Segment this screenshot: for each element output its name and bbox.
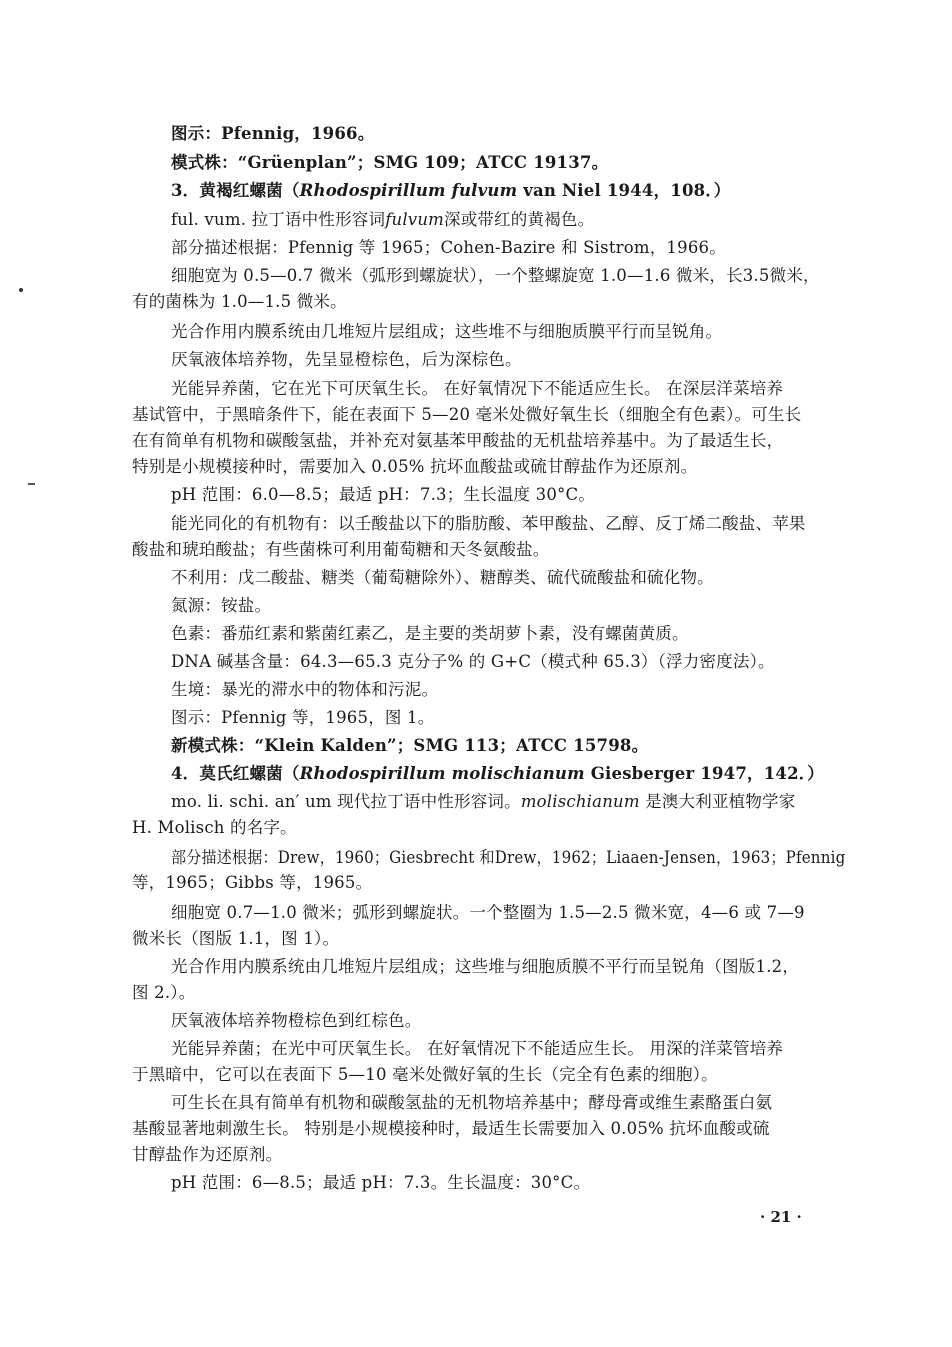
- paragraph-line: 细胞宽 0.7—1.0 微米；弧形到螺旋状。一个整圈为 1.5—2.5 微米宽，4—6 或 7—9: [171, 903, 805, 922]
- paragraph-line: H. Molisch 的名字。: [132, 818, 297, 837]
- pigments: 色素：番茄红素和紫菌红素乙，是主要的类胡萝卜素，没有螺菌黄质。: [171, 624, 689, 643]
- paragraph-line: 光能异养菌；在光中可厌氧生长。 在好氧情况下不能适应生长。 用深的洋菜管培养: [171, 1039, 784, 1058]
- paragraph-line: 细胞宽为 0.5—0.7 微米（弧形到螺旋状），一个整螺旋宽 1.0—1.6 微米，长3.5微米，: [171, 266, 820, 285]
- scan-speck: [28, 483, 35, 485]
- etymology-term: fulvum: [385, 210, 444, 229]
- species-heading-3: [171, 181, 731, 201]
- species-scientific-name: Rhodospirillum fulvum: [299, 181, 518, 200]
- etymology-term: molischianum: [520, 792, 640, 811]
- figure-reference: 图示：Pfennig 等，1965，图 1。: [171, 708, 435, 727]
- paragraph-line: 图 2.）。: [132, 983, 196, 1002]
- etymology-text: mo. li. schi. an′ um 现代拉丁语中性形容词。: [171, 792, 521, 811]
- paragraph-line: 有的菌株为 1.0—1.5 微米。: [132, 292, 347, 311]
- etymology-line: [171, 210, 594, 230]
- paragraph-line: 不利用：戊二酸盐、糖类（葡萄糖除外）、糖醇类、硫代硫酸盐和硫化物。: [171, 568, 714, 587]
- paragraph-line: 基酸显著地刺激生长。 特别是小规模接种时，最适生长需要加入 0.05% 抗坏血酸或硫: [132, 1119, 770, 1138]
- paragraph-line: 可生长在具有简单有机物和碳酸氢盐的无机物培养基中；酵母膏或维生素酪蛋白氨: [171, 1093, 773, 1112]
- paragraph-line: 在有简单有机物和碳酸氢盐，并补充对氨基苯甲酸盐的无机盐培养基中。为了最适生长，: [132, 431, 784, 450]
- paragraph-line: 能光同化的有机物有：以壬酸盐以下的脂肪酸、苯甲酸盐、乙醇、反丁烯二酸盐、苹果: [171, 514, 806, 533]
- paragraph-line: 光能异养菌，它在光下可厌氧生长。 在好氧情况下不能适应生长。 在深层洋菜培养: [171, 379, 784, 398]
- ph-range: pH 范围：6—8.5；最适 pH：7.3。生长温度：30°C。: [171, 1173, 591, 1192]
- species-heading-number-name: 4．莫氏红螺菌（: [171, 764, 300, 783]
- species-scientific-name: Rhodospirillum molischianum: [299, 764, 585, 783]
- description-source: 部分描述根据：Pfennig 等 1965；Cohen-Bazire 和 Sistrom，1966。: [171, 238, 726, 257]
- species-authority: Giesberger 1947，142．）: [584, 764, 824, 783]
- page-number: · 21 ·: [760, 1208, 802, 1226]
- etymology-line: [171, 792, 795, 812]
- paragraph-line: 特别是小规模接种时，需要加入 0.05% 抗坏血酸盐或硫甘醇盐作为还原剂。: [132, 457, 698, 476]
- paragraph-line: 光合作用内膜系统由几堆短片层组成；这些堆不与细胞质膜平行而呈锐角。: [171, 322, 723, 341]
- description-source: 部分描述根据：Drew，1960；Giesbrecht 和Drew，1962；Liaaen-Jensen，1963；Pfennig: [171, 848, 846, 867]
- type-strain: 模式株：“Grüenplan”；SMG 109；ATCC 19137。: [171, 153, 609, 172]
- paragraph-line: 厌氧液体培养物，先呈显橙棕色，后为深棕色。: [171, 350, 522, 369]
- nitrogen-source: 氮源：铵盐。: [171, 596, 272, 615]
- habitat: 生境：暴光的滞水中的物体和污泥。: [171, 680, 439, 699]
- species-authority: van Niel 1944，108．）: [517, 181, 731, 200]
- etymology-text: ful. vum. 拉丁语中性形容词: [171, 210, 386, 229]
- species-heading-number-name: 3．黄褐红螺菌（: [171, 181, 300, 200]
- dna-content: DNA 碱基含量：64.3—65.3 克分子% 的 G+C（模式种 65.3）（浮力密度法）。: [171, 652, 775, 671]
- paragraph-line: 甘醇盐作为还原剂。: [132, 1145, 283, 1164]
- scan-speck: [19, 288, 23, 292]
- species-heading-4: [171, 764, 824, 784]
- etymology-text: 是澳大利亚植物学家: [639, 792, 796, 811]
- figure-reference: 图示：Pfennig，1966。: [171, 124, 375, 143]
- paragraph-line: 基试管中，于黑暗条件下，能在表面下 5—20 毫米处微好氧生长（细胞全有色素）。可生长: [132, 405, 802, 424]
- paragraph-line: 光合作用内膜系统由几堆短片层组成；这些堆与细胞质膜不平行而呈锐角（图版1.2，: [171, 957, 800, 976]
- paragraph-line: 微米长（图版 1.1，图 1）。: [132, 929, 340, 948]
- neotype-strain: 新模式株：“Klein Kalden”；SMG 113；ATCC 15798。: [171, 736, 649, 755]
- paragraph-line: 等，1965；Gibbs 等，1965。: [132, 873, 373, 892]
- ph-range: pH 范围：6.0—8.5；最适 pH：7.3；生长温度 30°C。: [171, 485, 596, 504]
- paragraph-line: 酸盐和琥珀酸盐；有些菌株可利用葡萄糖和天冬氨酸盐。: [132, 540, 550, 559]
- paragraph-line: 于黑暗中，它可以在表面下 5—10 毫米处微好氧的生长（完全有色素的细胞）。: [132, 1065, 718, 1084]
- paragraph-line: 厌氧液体培养物橙棕色到红棕色。: [171, 1011, 422, 1030]
- etymology-text: 深或带红的黄褐色。: [444, 210, 595, 229]
